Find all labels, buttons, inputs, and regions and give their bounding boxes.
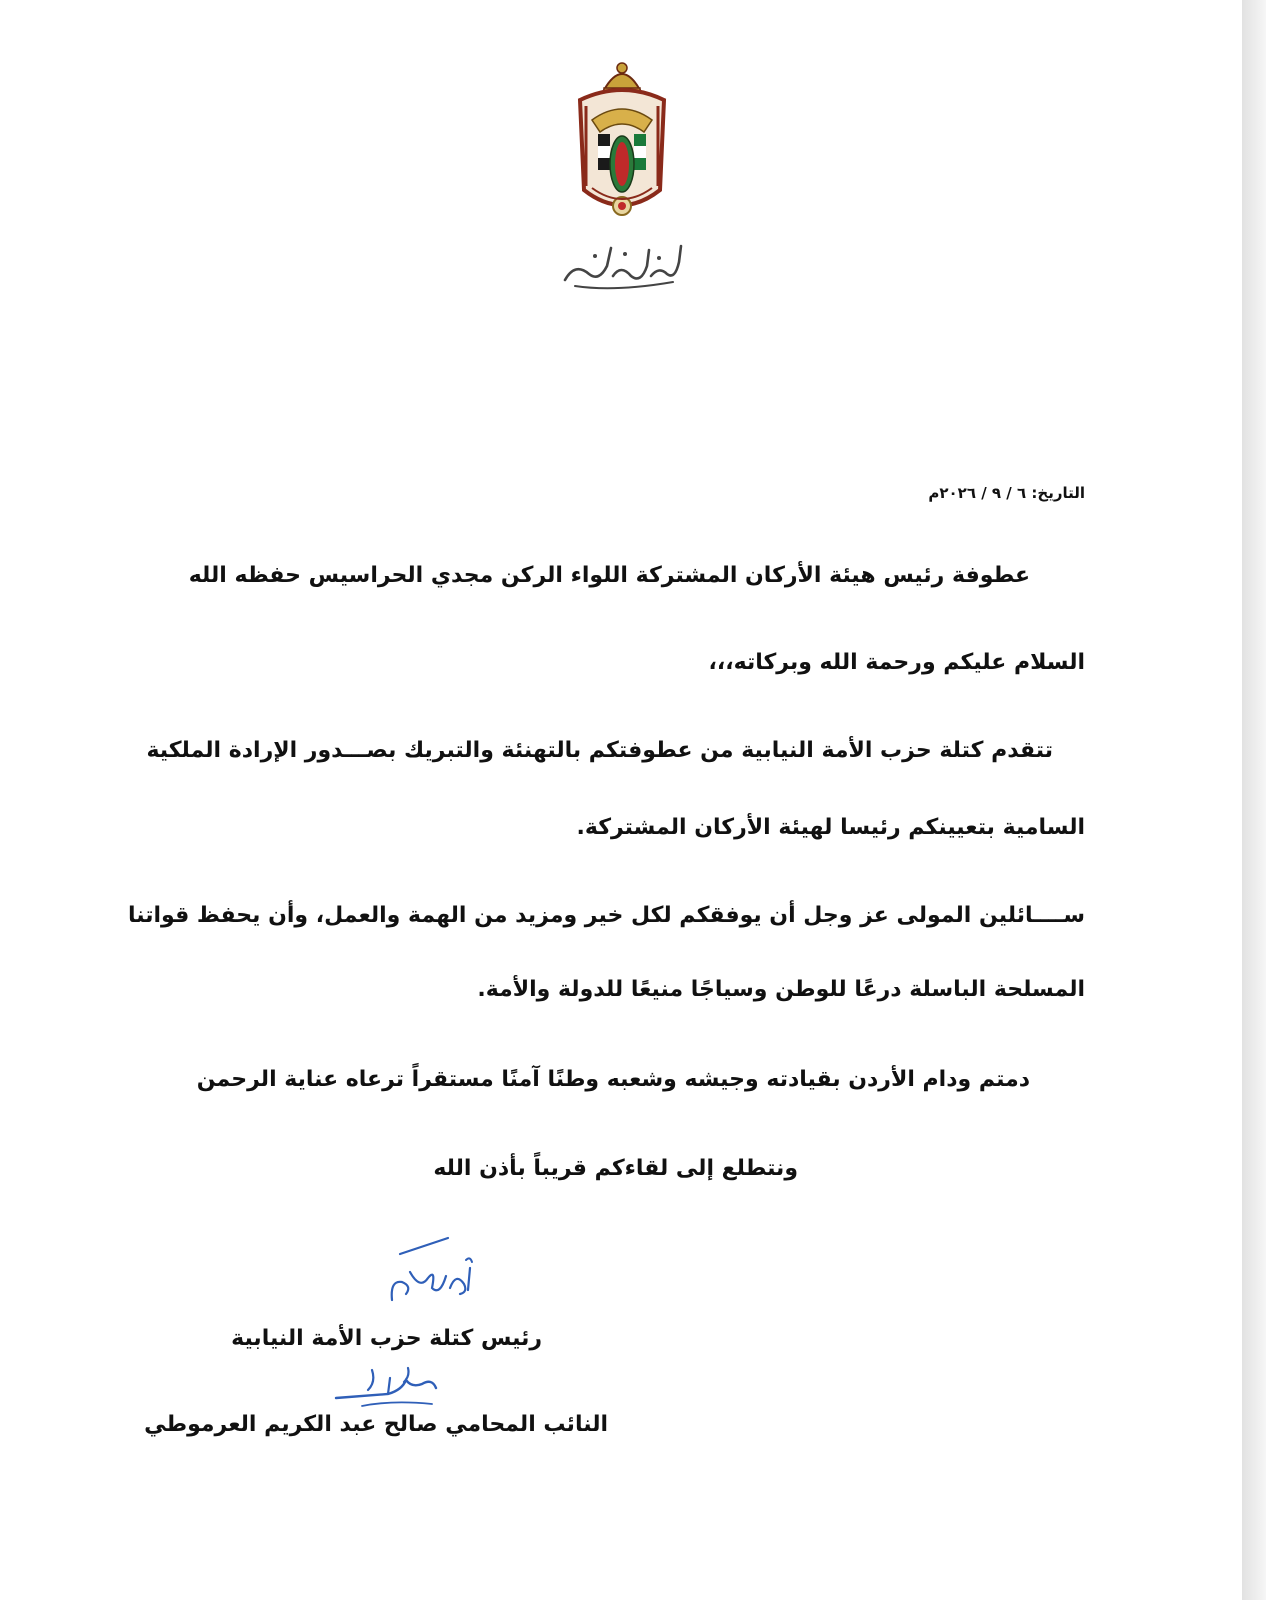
- parliament-calligraphy-logo: [555, 236, 689, 292]
- handwritten-greeting-script: [384, 1232, 480, 1308]
- handwritten-signature: [332, 1360, 448, 1412]
- letter-date: التاريخ: ٦ / ٩ / ٢٠٢٦م: [928, 484, 1085, 502]
- signatory-name: النائب المحامي صالح عبد الكريم العرموطي: [144, 1412, 608, 1437]
- paragraph-2-line-1: ســــائلين المولى عز وجل أن يوفقكم لكل خير ومزيد من الهمة والعمل، وأن يحفظ قواتنا: [128, 903, 1085, 928]
- paragraph-1-line-1: تتقدم كتلة حزب الأمة النيابية من عطوفتكم بالتهنئة والتبريك بصـــدور الإرادة الملكية: [146, 738, 1053, 763]
- recipient-line: عطوفة رئيس هيئة الأركان المشتركة اللواء الركن مجدي الحراسيس حفظه الله: [188, 563, 1030, 588]
- signatory-title: رئيس كتلة حزب الأمة النيابية: [231, 1326, 542, 1351]
- greeting-line: السلام عليكم ورحمة الله وبركاته،،،: [708, 650, 1085, 675]
- closing-line-2: ونتطلع إلى لقاءكم قريباً بأذن الله: [433, 1156, 798, 1181]
- page-edge-shadow: [1242, 0, 1266, 1600]
- paragraph-2-line-2: المسلحة الباسلة درعًا للوطن وسياجًا منيعًا للدولة والأمة.: [477, 977, 1085, 1002]
- closing-line-1: دمتم ودام الأردن بقيادته وجيشه وشعبه وطنًا آمنًا مستقراً ترعاه عناية الرحمن: [196, 1067, 1030, 1092]
- paragraph-1-line-2: السامية بتعيينكم رئيسا لهيئة الأركان المشتركة.: [576, 815, 1085, 840]
- royal-emblem-icon: [574, 60, 670, 226]
